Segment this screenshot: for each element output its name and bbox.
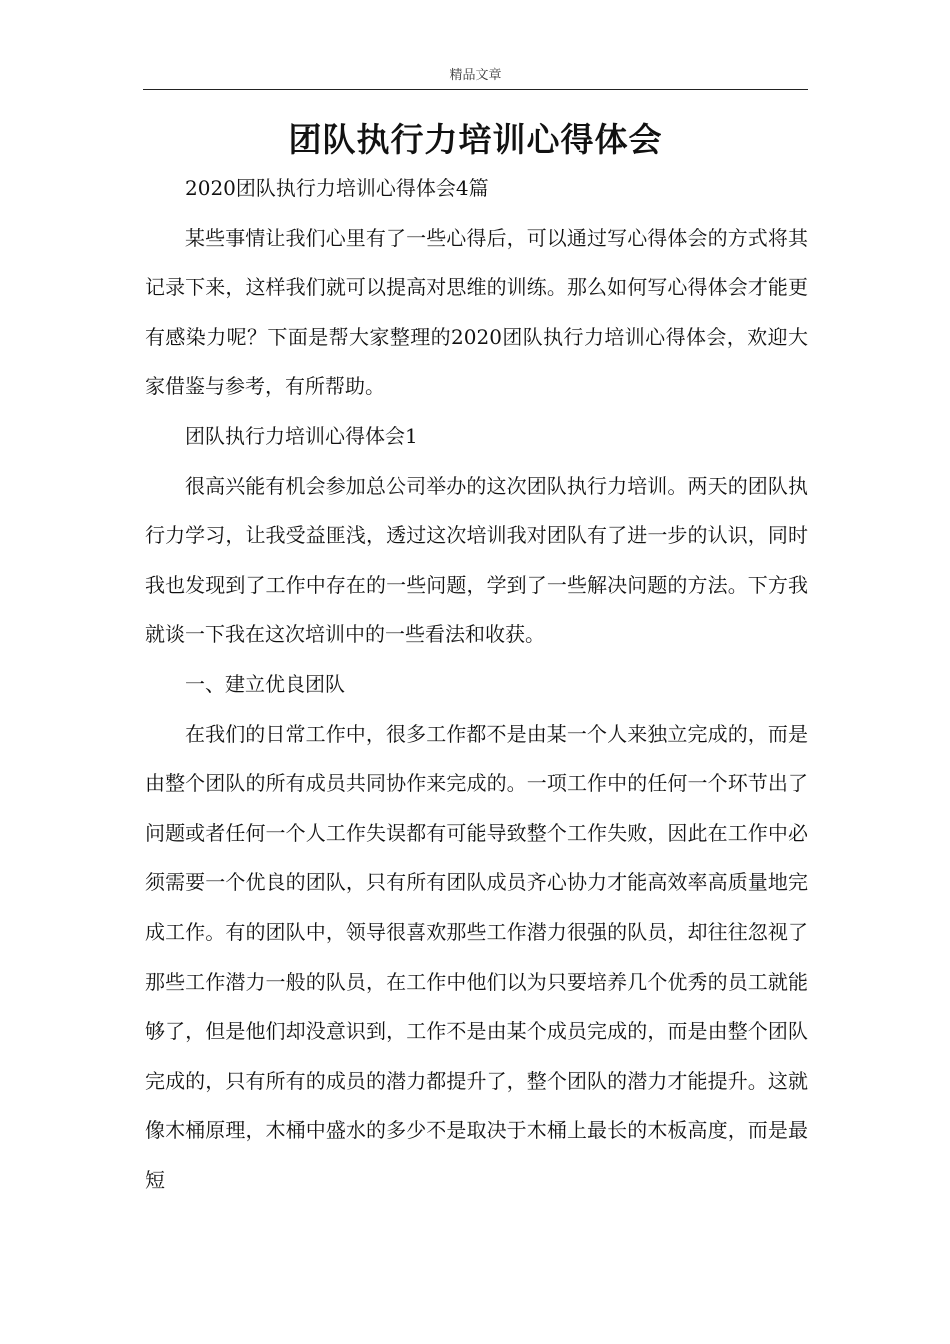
header-label: 精品文章 [449, 68, 502, 83]
document-body [145, 164, 808, 1205]
body-paragraph: 很高兴能有机会参加总公司举办的这次团队执行力培训。两天的团队执行力学习，让我受益匪浅，透过这次培训我对团队有了进一步的认识，同时我也发现到了工作中存在的一些问题，学到了一些解决问题的方法。下方我就谈一下我在这次培训中的一些看法和收获。 [145, 473, 808, 647]
subsection-heading: 一、建立优良团队 [185, 671, 345, 696]
section-heading: 团队执行力培训心得体会1 [185, 423, 418, 448]
page-header [143, 62, 808, 90]
document-title: 团队执行力培训心得体会 [288, 120, 663, 159]
body-paragraph: 在我们的日常工作中，很多工作都不是由某一个人来独立完成的，而是由整个团队的所有成员共同协作来完成的。一项工作中的任何一个环节出了问题或者任何一个人工作失误都有可能导致整个工作失败，因此在工作中必须需要一个优良的团队，只有所有团队成员齐心协力才能高效率高质量地完成工作。有的团队中，领导很喜欢那些工作潜力很强的队员，却往往忽视了那些工作潜力一般的队员，在工作中他们以为只要培养几个优秀的员工就能够了，但是他们却没意识到，工作不是由某个成员完成的，而是由整个团队完成的，只有所有的成员的潜力都提升了，整个团队的潜力才能提升。这就像木桶原理，木桶中盛水的多少不是取决于木桶上最长的木板高度，而是最短 [145, 721, 808, 1192]
subtitle-paragraph: 2020团队执行力培训心得体会4篇 [185, 176, 489, 200]
intro-paragraph: 某些事情让我们心里有了一些心得后，可以通过写心得体会的方式将其记录下来，这样我们就可以提高对思维的训练。那么如何写心得体会才能更有感染力呢？下面是帮大家整理的2020团队执行力培训心得体会，欢迎大家借鉴与参考，有所帮助。 [145, 225, 808, 399]
